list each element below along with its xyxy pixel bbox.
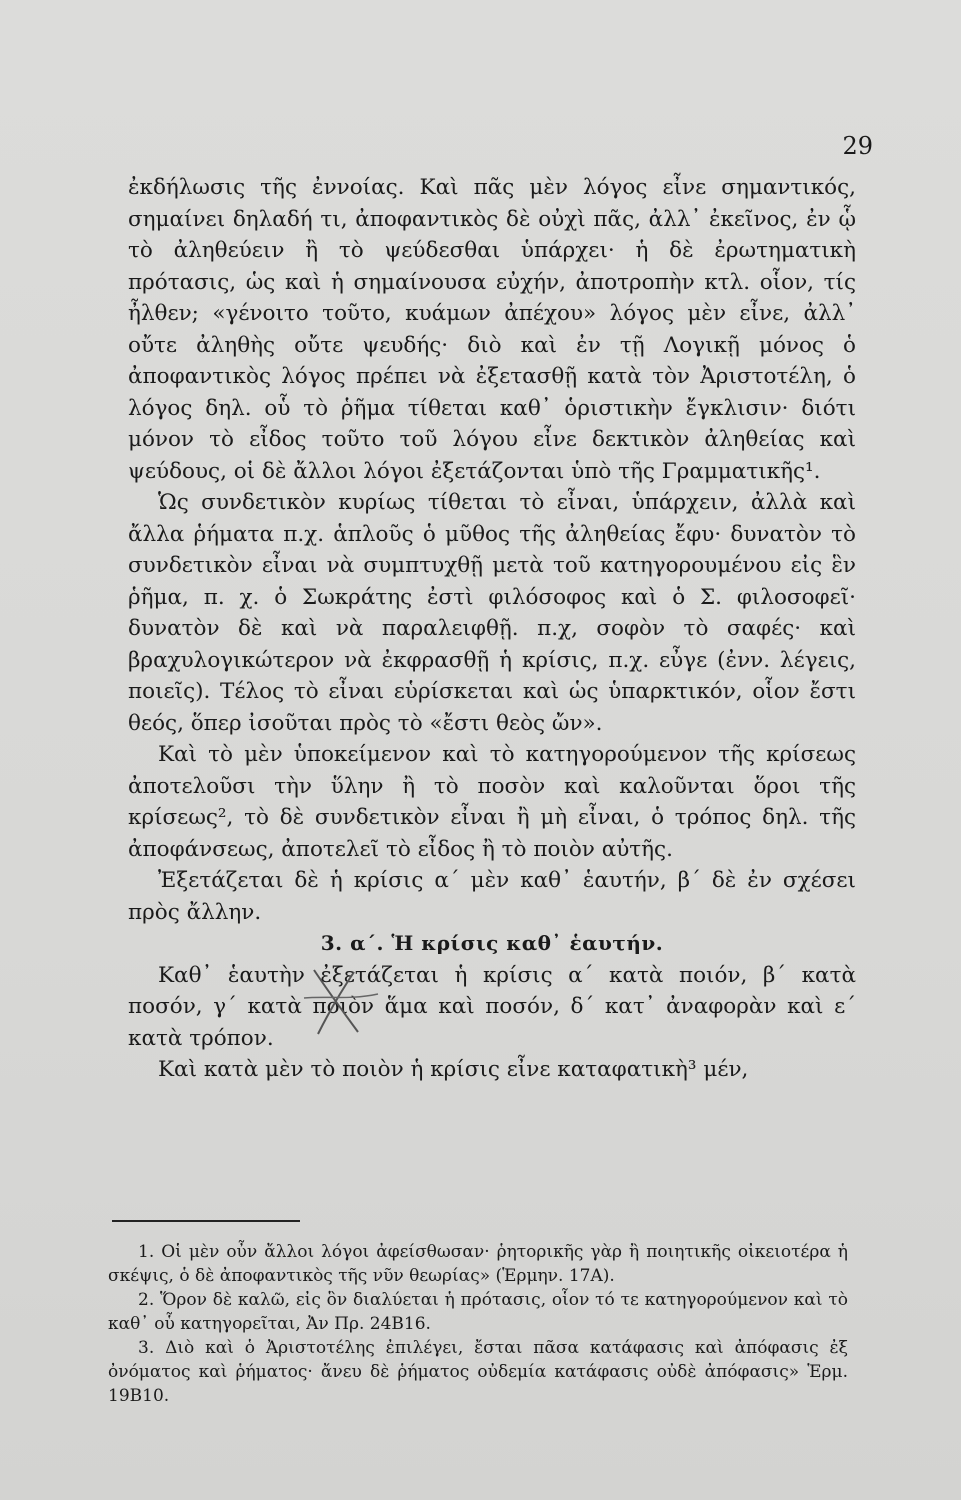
paragraph: Ὡς συνδετικὸν κυρίως τίθεται τὸ εἶναι, ὑπάρχειν, ἀλλὰ καὶ ἄλλα ῥήματα π.χ. ἁπλοῦς ὁ μῦθος τῆς ἀληθείας ἔφυ· δυνατὸν τὸ συνδετικὸν εἶναι νὰ συμπτυχθῇ μετὰ τοῦ κατηγορουμένου εἰς ἓν ῥῆμα, π. χ. ὁ Σωκράτης ἐστὶ φιλόσοφος καὶ ὁ Σ. φιλοσοφεῖ· δυνατὸν δὲ καὶ νὰ παραλειφθῇ. π.χ, σοφὸν τὸ σαφές· καὶ βραχυλογικώτερον νὰ ἐκφρασθῇ ἡ κρίσις, π.χ. εὖγε (ἐνν. λέγεις, ποιεῖς). Τέλος τὸ εἶναι εὑρίσκεται καὶ ὡς ὑπαρκτικόν, οἷον ἔστι θεός, ὅπερ ἰσοῦται πρὸς τὸ «ἔστι θεὸς ὤν».	[128, 490, 856, 736]
pencil-mark-icon	[296, 958, 386, 1048]
section-heading: 3. α΄. Ἡ κρίσις καθ᾽ ἑαυτήν.	[320, 931, 664, 955]
page-number: 29	[842, 132, 873, 160]
paragraph: Ἐξετάζεται δὲ ἡ κρίσις α΄ μὲν καθ᾽ ἑαυτήν, β΄ δὲ ἐν σχέσει πρὸς ἄλλην.	[128, 868, 856, 925]
paragraph: Καθ᾽ ἑαυτὴν ἐξετάζεται ἡ κρίσις α΄ κατὰ ποιόν, β΄ κατὰ ποσόν, γ΄ κατὰ ποιὸν ἅμα καὶ ποσόν, δ΄ κατ᾽ ἀναφορὰν καὶ ε΄ κατὰ τρόπον.	[128, 962, 856, 1051]
footnotes	[108, 1240, 848, 1408]
footnote: 2. Ὅρον δὲ καλῶ, εἰς ὃν διαλύεται ἡ πρότασις, οἷον τό τε κατηγορούμενον καὶ τὸ καθ᾽ οὗ κατηγορεῖται, Ἀν Πρ. 24Β16.	[108, 1290, 848, 1334]
paragraph: ἐκδήλωσις τῆς ἐννοίας. Καὶ πᾶς μὲν λόγος εἶνε σημαντικός, σημαίνει δηλαδή τι, ἀποφαντικὸς δὲ οὐχὶ πᾶς, ἀλλ᾽ ἐκεῖνος, ἐν ᾧ τὸ ἀληθεύειν ἢ τὸ ψεύδεσθαι ὑπάρχει· ἡ δὲ ἐρωτηματικὴ πρότασις, ὡς καὶ ἡ σημαίνουσα εὐχήν, ἀποτροπὴν κτλ. οἷον, τίς ἦλθεν; «γένοιτο τοῦτο, κυάμων ἀπέχου» λόγος μὲν εἶνε, ἀλλ᾽ οὔτε ἀληθὴς οὔτε ψευδής· διὸ καὶ ἐν τῇ Λογικῇ μόνος ὁ ἀποφαντικὸς λόγος πρέπει νὰ ἐξετασθῇ κατὰ τὸν Ἀριστοτέλη, ὁ λόγος δηλ. οὗ τὸ ῥῆμα τίθεται καθ᾽ ὁριστικὴν ἔγκλισιν· διότι μόνον τὸ εἶδος τοῦτο τοῦ λόγου εἶνε δεκτικὸν ἀληθείας καὶ ψεύδους, οἱ δὲ ἄλλοι λόγοι ἐξετάζονται ὑπὸ τῆς Γραμματικῆς¹.	[128, 175, 856, 484]
footnote: 3. Διὸ καὶ ὁ Ἀριστοτέλης ἐπιλέγει, ἔσται πᾶσα κατάφασις καὶ ἀπόφασις ἐξ ὀνόματος καὶ ῥήματος· ἄνευ δὲ ῥήματος οὐδεμία κατάφασις οὐδὲ ἀπόφασις» Ἑρμ. 19Β10.	[108, 1338, 848, 1406]
footnote: 1. Οἱ μὲν οὖν ἄλλοι λόγοι ἀφείσθωσαν· ῥητορικῆς γὰρ ἢ ποιητικῆς οἰκειοτέρα ἡ σκέψις, ὁ δὲ ἀποφαντικὸς τῆς νῦν θεωρίας» (Ἑρμην. 17Α).	[108, 1242, 848, 1286]
paragraph: Καὶ κατὰ μὲν τὸ ποιὸν ἡ κρίσις εἶνε καταφατικὴ³ μέν,	[158, 1057, 749, 1082]
footnote-divider	[112, 1220, 300, 1222]
main-text	[128, 172, 856, 1086]
paragraph: Καὶ τὸ μὲν ὑποκείμενον καὶ τὸ κατηγορούμενον τῆς κρίσεως ἀποτελοῦσι τὴν ὕλην ἢ τὸ ποσὸν καὶ καλοῦνται ὅροι τῆς κρίσεως², τὸ δὲ συνδετικὸν εἶναι ἢ μὴ εἶναι, ὁ τρόπος δηλ. τῆς ἀποφάνσεως, ἀποτελεῖ τὸ εἶδος ἢ τὸ ποιὸν αὐτῆς.	[128, 742, 856, 862]
